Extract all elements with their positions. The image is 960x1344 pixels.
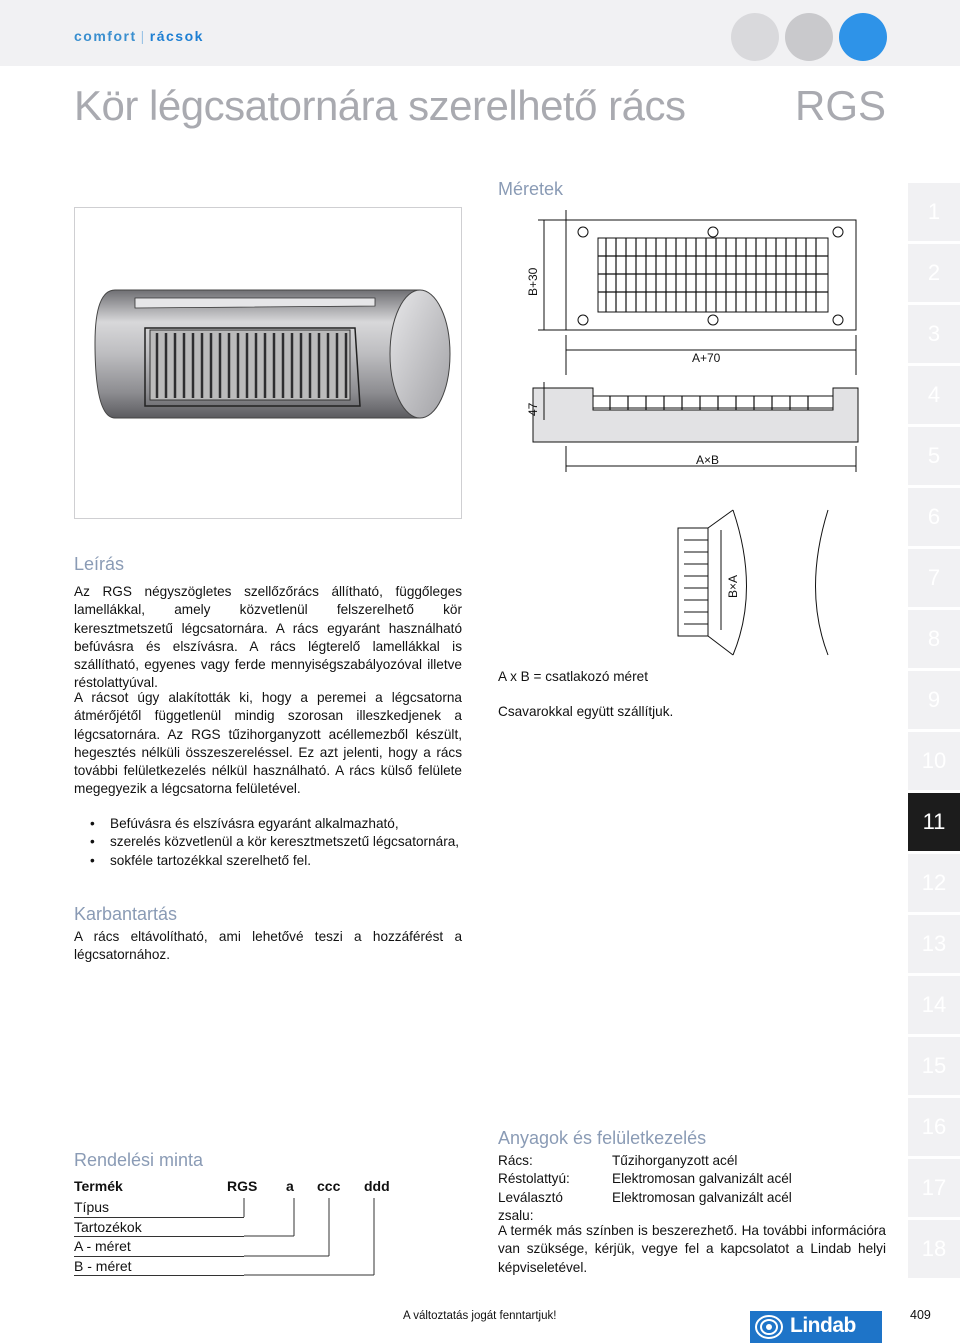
order-row-label: B - méret <box>74 1257 132 1274</box>
materials-key: Réstolattyú: <box>498 1171 570 1187</box>
tab-15[interactable]: 15 <box>908 1037 960 1095</box>
order-head-ccc: ccc <box>317 1178 341 1194</box>
tab-12[interactable]: 12 <box>908 854 960 912</box>
tab-10[interactable]: 10 <box>908 732 960 790</box>
dim-b30-label: B+30 <box>526 267 540 296</box>
order-table <box>74 1178 404 1276</box>
page-title: Kör légcsatornára szerelhető rács <box>74 82 686 129</box>
materials-key: Leválasztó zsalu: <box>498 1189 563 1223</box>
tab-13[interactable]: 13 <box>908 915 960 973</box>
dim-bxa-label: B×A <box>726 574 740 598</box>
order-row-label: Tartozékok <box>74 1218 142 1235</box>
tab-16[interactable]: 16 <box>908 1098 960 1156</box>
tab-6[interactable]: 6 <box>908 488 960 546</box>
description-paragraph-1: Az RGS négyszögletes szellőzőrács állítható, függőleges lamellákkal, amely közvetlenül felszerelhető kör keresztmetszetű légcsatornára. A rács egyaránt használható befúvásra és elszívásra. A rács légterelő lamellákkal is szállítható, egyenes vagy ferde mennyiségszabályozóval illetve réstolattyúval. <box>74 584 462 691</box>
top-bar <box>0 0 960 66</box>
brand-category: rácsok <box>149 28 204 44</box>
order-head-a: a <box>286 1178 294 1194</box>
decorative-circle <box>785 13 833 61</box>
list-item: • Befúvásra és elszívásra egyaránt alkalmazható, <box>90 815 470 833</box>
dim-a70-label: A+70 <box>692 351 721 365</box>
logo-mark-icon <box>754 1314 784 1340</box>
dimension-drawing <box>498 210 878 680</box>
materials-value: Elektromosan galvanizált acél <box>612 1189 792 1205</box>
materials-value: Tűzihorganyzott acél <box>612 1153 738 1168</box>
lindab-logo <box>750 1311 882 1343</box>
tab-17[interactable]: 17 <box>908 1159 960 1217</box>
maintenance-text: A rács eltávolítható, ami lehetővé teszi a hozzáférést a légcsatornához. <box>74 929 462 963</box>
description-heading: Leírás <box>74 554 125 574</box>
tab-9[interactable]: 9 <box>908 671 960 729</box>
materials-value: Elektromosan galvanizált acél <box>612 1171 792 1187</box>
description-paragraph-2: A rácsot úgy alakították ki, hogy a peremei a légcsatorna átmérőjétől függetlenül mindig szorosan illeszkedjenek a légcsatornára. Az RGS tűzihorganyzott acéllemezből készült, hegesztés nélküli összeszereléssel. Ez azt jelenti, hogy a rács további felületkezelés nélkül használható. A rács külső felülete megegyezik a légcsatorna felületével. <box>74 690 462 797</box>
brand-name: comfort <box>74 28 137 44</box>
materials-note: A termék más színben is beszerezhető. Ha további információra van szüksége, kérjük, vegye fel a kapcsolatot a Lindab helyi képviseletével. <box>498 1223 886 1275</box>
dimension-note-2: Csavarokkal együtt szállítjuk. <box>498 704 674 719</box>
decorative-circle <box>731 13 779 61</box>
dimensions-heading: Méretek <box>498 179 564 199</box>
brand-label <box>74 28 204 44</box>
brand-separator: | <box>140 28 146 44</box>
page-number: 409 <box>910 1308 931 1322</box>
logo-text: Lindab <box>790 1314 856 1337</box>
maintenance-heading: Karbantartás <box>74 904 178 924</box>
product-code: RGS <box>795 82 887 129</box>
dimension-note-1: A x B = csatlakozó méret <box>498 669 648 684</box>
tab-14[interactable]: 14 <box>908 976 960 1034</box>
order-head-code: RGS <box>227 1178 258 1194</box>
order-row-label: Típus <box>74 1199 110 1215</box>
dim-axb-label: A×B <box>696 453 720 467</box>
feature-list <box>90 815 470 870</box>
order-heading: Rendelési minta <box>74 1150 204 1170</box>
tab-8[interactable]: 8 <box>908 610 960 668</box>
tab-4[interactable]: 4 <box>908 366 960 424</box>
chapter-tabs <box>908 183 960 1281</box>
tab-18[interactable]: 18 <box>908 1220 960 1278</box>
tab-7[interactable]: 7 <box>908 549 960 607</box>
decorative-circle <box>839 13 887 61</box>
tab-1[interactable]: 1 <box>908 183 960 241</box>
dim-47-label: 47 <box>526 402 540 416</box>
order-head-product: Termék <box>74 1178 123 1194</box>
footer-note: A változtatás jogát fenntartjuk! <box>403 1310 557 1322</box>
tab-2[interactable]: 2 <box>908 244 960 302</box>
product-photo <box>74 207 462 519</box>
list-item: • sokféle tartozékkal szerelhető fel. <box>90 852 470 870</box>
materials-heading: Anyagok és felületkezelés <box>498 1128 707 1148</box>
tab-11-active[interactable]: 11 <box>908 793 960 851</box>
materials-key: Rács: <box>498 1153 533 1168</box>
order-row-label: A - méret <box>74 1238 131 1254</box>
tab-5[interactable]: 5 <box>908 427 960 485</box>
order-connector-lines <box>74 1178 404 1278</box>
list-item: • szerelés közvetlenül a kör keresztmetszetű légcsatornára, <box>90 833 470 851</box>
order-head-ddd: ddd <box>364 1178 390 1194</box>
tab-3[interactable]: 3 <box>908 305 960 363</box>
duct-grille-illustration <box>75 208 461 518</box>
